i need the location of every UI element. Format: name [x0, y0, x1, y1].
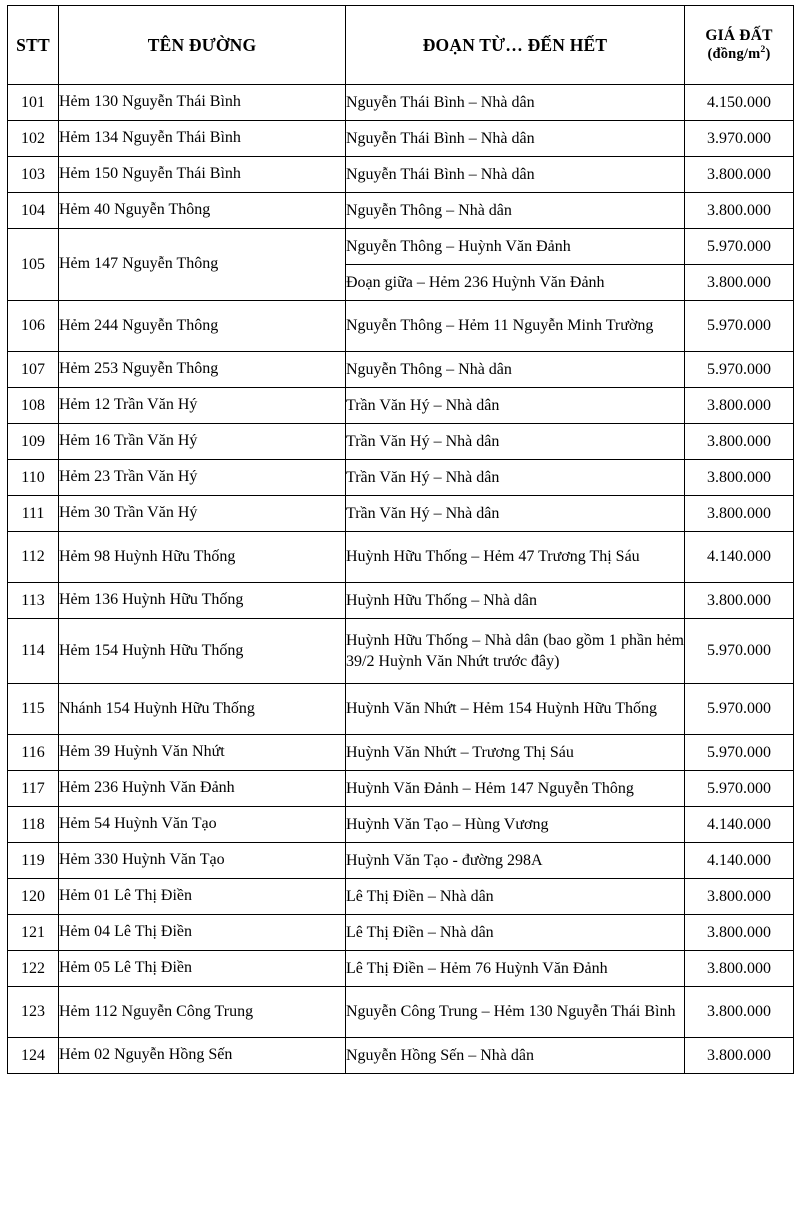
- cell-street-name: Hẻm 236 Huỳnh Văn Đảnh: [59, 771, 346, 807]
- cell-segment: Lê Thị Điền – Nhà dân: [346, 915, 685, 951]
- cell-segment: Trần Văn Hý – Nhà dân: [346, 424, 685, 460]
- cell-price: 4.140.000: [685, 843, 794, 879]
- cell-price: 5.970.000: [685, 301, 794, 352]
- cell-street-name: Hẻm 16 Trần Văn Hý: [59, 424, 346, 460]
- table-row: [8, 951, 794, 987]
- cell-street-name: Hẻm 150 Nguyễn Thái Bình: [59, 157, 346, 193]
- cell-street-name: Hẻm 54 Huỳnh Văn Tạo: [59, 807, 346, 843]
- cell-price: 4.140.000: [685, 807, 794, 843]
- cell-price: 3.800.000: [685, 915, 794, 951]
- cell-price: 3.800.000: [685, 583, 794, 619]
- cell-price: 3.800.000: [685, 496, 794, 532]
- column-header-segment: ĐOẠN TỪ… ĐẾN HẾT: [346, 6, 685, 85]
- table-row: [8, 121, 794, 157]
- column-header-street-name: TÊN ĐƯỜNG: [59, 6, 346, 85]
- cell-price: 3.800.000: [685, 388, 794, 424]
- cell-segment: Nguyễn Thông – Nhà dân: [346, 352, 685, 388]
- cell-stt: 103: [8, 157, 59, 193]
- cell-street-name: Hẻm 02 Nguyễn Hồng Sến: [59, 1038, 346, 1074]
- cell-stt: 109: [8, 424, 59, 460]
- cell-stt: 101: [8, 85, 59, 121]
- cell-price: 4.150.000: [685, 85, 794, 121]
- table-row: [8, 496, 794, 532]
- cell-stt: 102: [8, 121, 59, 157]
- cell-stt: 122: [8, 951, 59, 987]
- cell-price: 3.800.000: [685, 265, 794, 301]
- cell-stt: 121: [8, 915, 59, 951]
- cell-segment: Trần Văn Hý – Nhà dân: [346, 388, 685, 424]
- cell-street-name: Hẻm 39 Huỳnh Văn Nhứt: [59, 735, 346, 771]
- table-row: [8, 807, 794, 843]
- cell-street-name: Hẻm 253 Nguyễn Thông: [59, 352, 346, 388]
- cell-price: 5.970.000: [685, 229, 794, 265]
- cell-street-name: Nhánh 154 Huỳnh Hữu Thống: [59, 684, 346, 735]
- cell-street-name: Hẻm 30 Trần Văn Hý: [59, 496, 346, 532]
- cell-price: 3.800.000: [685, 1038, 794, 1074]
- cell-segment: Huỳnh Văn Tạo – Hùng Vương: [346, 807, 685, 843]
- cell-street-name: Hẻm 05 Lê Thị Điền: [59, 951, 346, 987]
- cell-segment: Trần Văn Hý – Nhà dân: [346, 460, 685, 496]
- cell-street-name: Hẻm 98 Huỳnh Hữu Thống: [59, 532, 346, 583]
- table-row: [8, 735, 794, 771]
- table-row: [8, 583, 794, 619]
- price-unit-superscript: 2: [760, 43, 766, 55]
- cell-price: 5.970.000: [685, 684, 794, 735]
- cell-stt: 111: [8, 496, 59, 532]
- table-row: [8, 915, 794, 951]
- cell-street-name: Hẻm 154 Huỳnh Hữu Thống: [59, 619, 346, 684]
- cell-stt: 123: [8, 987, 59, 1038]
- cell-segment: Lê Thị Điền – Nhà dân: [346, 879, 685, 915]
- cell-street-name: Hẻm 01 Lê Thị Điền: [59, 879, 346, 915]
- table-row: [8, 1038, 794, 1074]
- cell-segment: Nguyễn Công Trung – Hẻm 130 Nguyễn Thái Bình: [346, 987, 685, 1038]
- table-row: [8, 352, 794, 388]
- cell-segment: Đoạn giữa – Hẻm 236 Huỳnh Văn Đảnh: [346, 265, 685, 301]
- cell-price: 3.800.000: [685, 424, 794, 460]
- cell-stt: 114: [8, 619, 59, 684]
- cell-street-name: Hẻm 112 Nguyễn Công Trung: [59, 987, 346, 1038]
- table-row: [8, 229, 794, 265]
- cell-segment: Lê Thị Điền – Hẻm 76 Huỳnh Văn Đảnh: [346, 951, 685, 987]
- cell-segment: Nguyễn Thông – Hẻm 11 Nguyễn Minh Trường: [346, 301, 685, 352]
- table-row: [8, 85, 794, 121]
- cell-stt: 107: [8, 352, 59, 388]
- table-row: [8, 879, 794, 915]
- cell-segment: Trần Văn Hý – Nhà dân: [346, 496, 685, 532]
- cell-segment: Nguyễn Hồng Sến – Nhà dân: [346, 1038, 685, 1074]
- cell-stt: 115: [8, 684, 59, 735]
- column-header-price-unit: $(đồng/m^2)$: [707, 43, 771, 62]
- column-header-price: [685, 6, 794, 85]
- table-row: [8, 301, 794, 352]
- cell-stt: 108: [8, 388, 59, 424]
- cell-price: 3.800.000: [685, 879, 794, 915]
- cell-segment: Huỳnh Hữu Thống – Nhà dân: [346, 583, 685, 619]
- cell-segment: Nguyễn Thái Bình – Nhà dân: [346, 157, 685, 193]
- cell-street-name: Hẻm 12 Trần Văn Hý: [59, 388, 346, 424]
- cell-price: 5.970.000: [685, 771, 794, 807]
- cell-price: 5.970.000: [685, 735, 794, 771]
- land-price-table: [7, 5, 794, 1074]
- cell-price: 3.800.000: [685, 157, 794, 193]
- cell-segment: Huỳnh Văn Tạo - đường 298A: [346, 843, 685, 879]
- cell-segment: Huỳnh Văn Đảnh – Hẻm 147 Nguyễn Thông: [346, 771, 685, 807]
- cell-segment: Nguyễn Thái Bình – Nhà dân: [346, 85, 685, 121]
- cell-street-name: Hẻm 40 Nguyễn Thông: [59, 193, 346, 229]
- cell-segment: Huỳnh Văn Nhứt – Trương Thị Sáu: [346, 735, 685, 771]
- cell-stt: 117: [8, 771, 59, 807]
- cell-segment: Nguyễn Thông – Huỳnh Văn Đảnh: [346, 229, 685, 265]
- cell-stt: 110: [8, 460, 59, 496]
- cell-stt: 119: [8, 843, 59, 879]
- cell-price: 3.800.000: [685, 193, 794, 229]
- column-header-price-label: GIÁ ĐẤT: [705, 27, 773, 44]
- table-row: [8, 843, 794, 879]
- cell-stt: 112: [8, 532, 59, 583]
- cell-segment: Huỳnh Văn Nhứt – Hẻm 154 Huỳnh Hữu Thống: [346, 684, 685, 735]
- cell-street-name: Hẻm 147 Nguyễn Thông: [59, 229, 346, 301]
- cell-price: 5.970.000: [685, 352, 794, 388]
- cell-segment: Huỳnh Hữu Thống – Nhà dân (bao gồm 1 phần hẻm 39/2 Huỳnh Văn Nhứt trước đây): [346, 619, 685, 684]
- table-row: [8, 532, 794, 583]
- cell-street-name: Hẻm 134 Nguyễn Thái Bình: [59, 121, 346, 157]
- cell-price: 4.140.000: [685, 532, 794, 583]
- table-row: [8, 193, 794, 229]
- table-row: [8, 684, 794, 735]
- cell-stt: 120: [8, 879, 59, 915]
- cell-segment: Nguyễn Thông – Nhà dân: [346, 193, 685, 229]
- header-row: [8, 6, 794, 85]
- cell-stt: 113: [8, 583, 59, 619]
- cell-stt: 124: [8, 1038, 59, 1074]
- table-header: [8, 6, 794, 85]
- table-row: [8, 619, 794, 684]
- cell-price: 3.800.000: [685, 460, 794, 496]
- cell-price: 3.800.000: [685, 987, 794, 1038]
- table-row: [8, 157, 794, 193]
- table-row: [8, 424, 794, 460]
- cell-street-name: Hẻm 04 Lê Thị Điền: [59, 915, 346, 951]
- cell-street-name: Hẻm 23 Trần Văn Hý: [59, 460, 346, 496]
- cell-street-name: Hẻm 130 Nguyễn Thái Bình: [59, 85, 346, 121]
- cell-price: 3.970.000: [685, 121, 794, 157]
- table-row: [8, 771, 794, 807]
- cell-segment: Huỳnh Hữu Thống – Hẻm 47 Trương Thị Sáu: [346, 532, 685, 583]
- table-body: [8, 85, 794, 1074]
- cell-price: 5.970.000: [685, 619, 794, 684]
- table-row: [8, 987, 794, 1038]
- column-header-stt: STT: [8, 6, 59, 85]
- cell-stt: 106: [8, 301, 59, 352]
- cell-stt: 105: [8, 229, 59, 301]
- cell-segment: Nguyễn Thái Bình – Nhà dân: [346, 121, 685, 157]
- cell-price: 3.800.000: [685, 951, 794, 987]
- cell-street-name: Hẻm 244 Nguyễn Thông: [59, 301, 346, 352]
- table-row: [8, 388, 794, 424]
- cell-street-name: Hẻm 330 Huỳnh Văn Tạo: [59, 843, 346, 879]
- cell-stt: 104: [8, 193, 59, 229]
- cell-stt: 118: [8, 807, 59, 843]
- cell-stt: 116: [8, 735, 59, 771]
- cell-street-name: Hẻm 136 Huỳnh Hữu Thống: [59, 583, 346, 619]
- table-row: [8, 460, 794, 496]
